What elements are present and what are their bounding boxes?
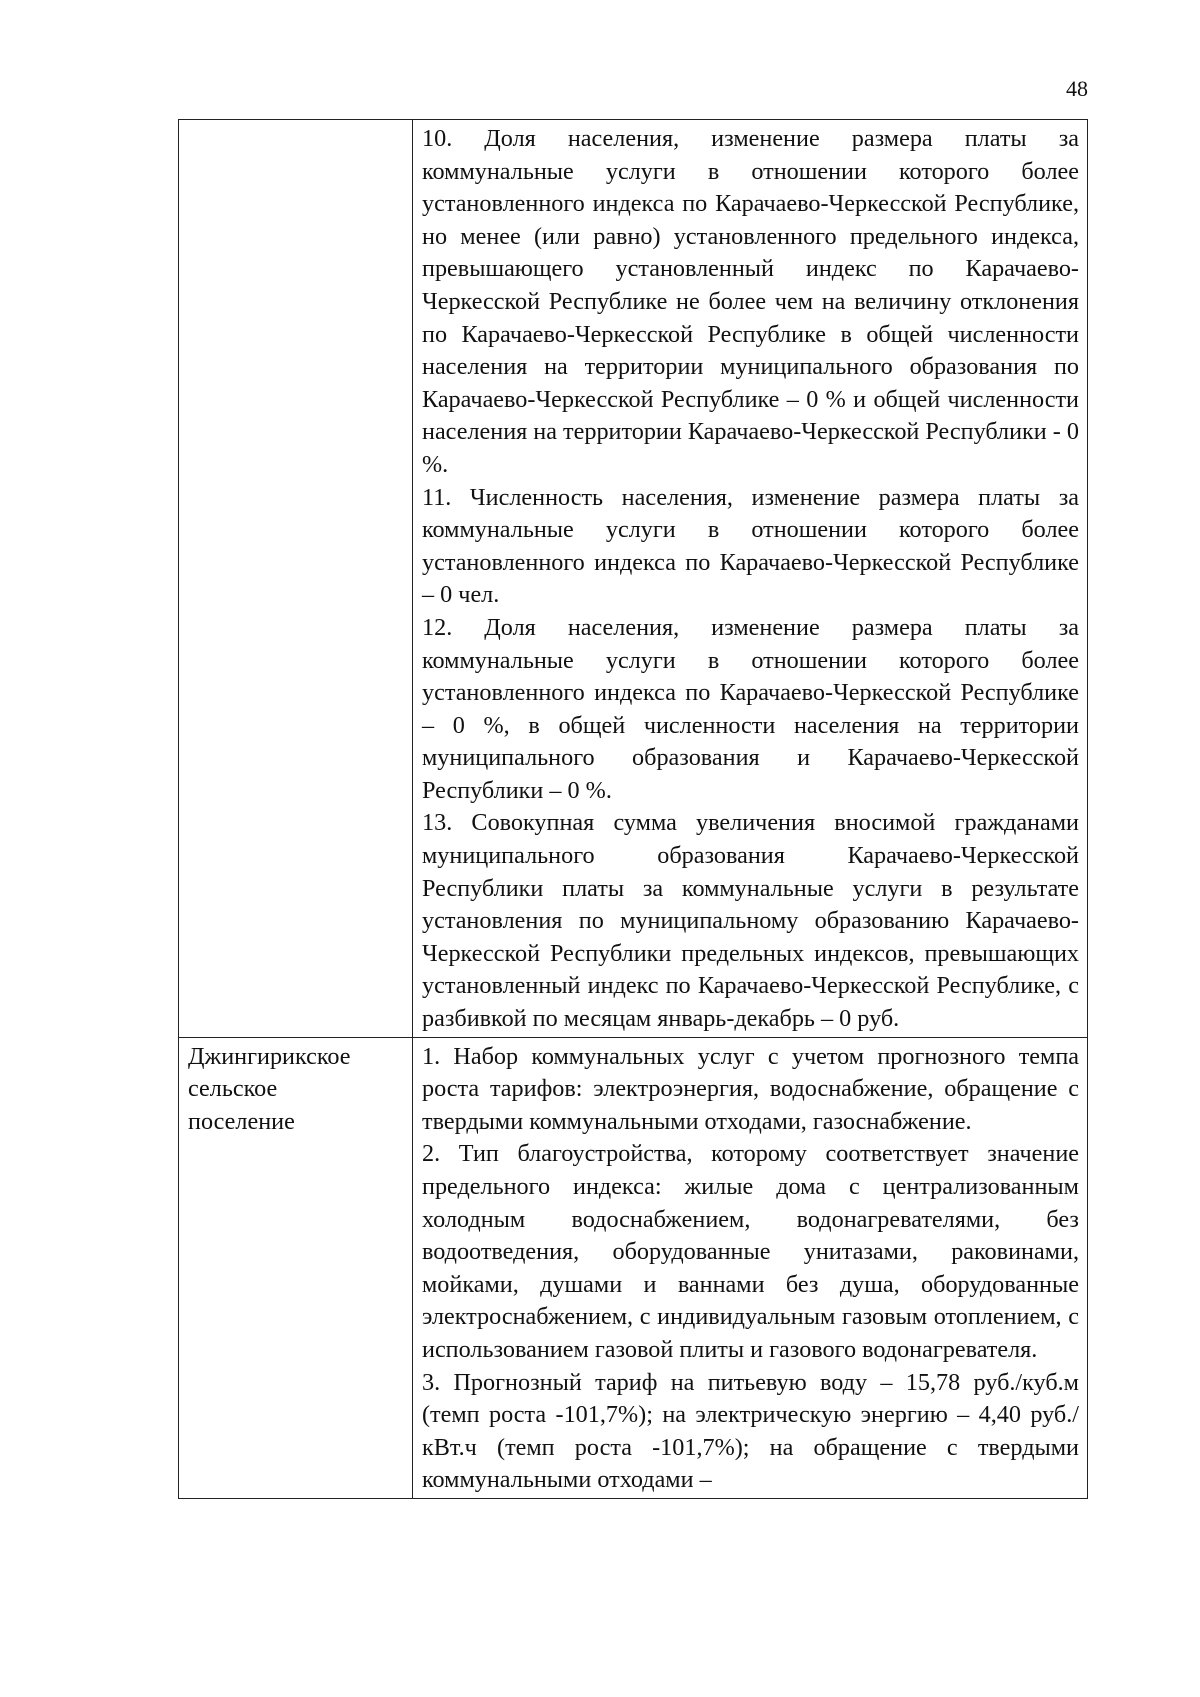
paragraph-11: 11. Численность населения, изменение размера платы за коммунальные услуги в отношении которого более установленного индекса по Карачаево-Черкесской Республике – 0 чел. [422, 483, 1079, 609]
municipality-name-line: Джингирикское [188, 1042, 351, 1070]
paragraph-10: 10. Доля населения, изменение размера платы за коммунальные услуги в отношении которого более установленного индекса по Карачаево-Черкесской Республике, но менее (или равно) установленного предельного индекса, превышающего установленный индекс по Карачаево-Черкесской Республике не более чем на величину отклонения по Карачаево-Черкесской Республике в общей численности населения на территории муниципального образования по Карачаево-Черкесской Республике – 0 % и общей численности населения на территории Карачаево-Черкесской Республики - 0 %. [422, 125, 1079, 478]
document-table [178, 119, 1088, 1499]
paragraph-13: 13. Совокупная сумма увеличения вносимой гражданами муниципального образования Карачаево-Черкесской Республики платы за коммунальные услуги в результате установления по муниципальному образованию Карачаево-Черкесской Республики предельных индексов, превышающих установленный индекс по Карачаево-Черкесской Республике, с разбивкой по месяцам январь-декабрь – 0 руб. [422, 809, 1079, 1033]
paragraph-1: 1. Набор коммунальных услуг с учетом прогнозного темпа роста тарифов: электроэнергия, водоснабжение, обращение с твердыми коммунальными отходами, газоснабжение. [422, 1042, 1079, 1135]
indicators-cell [413, 120, 1088, 1038]
indicators-cell [413, 1037, 1088, 1498]
paragraph-12: 12. Доля населения, изменение размера платы за коммунальные услуги в отношении которого более установленного индекса по Карачаево-Черкесской Республике – 0 %, в общей численности населения на территории муниципального образования и Карачаево-Черкесской Республики – 0 %. [422, 613, 1079, 804]
municipality-name-line: сельское [188, 1075, 278, 1103]
municipality-name-line: поселение [188, 1107, 295, 1135]
paragraph-2: 2. Тип благоустройства, которому соответствует значение предельного индекса: жилые дома с централизованным холодным водоснабжением, водонагревателями, без водоотведения, оборудованные унитазами, раковинами, мойками, душами и ваннами без душа, оборудованные электроснабжением, с индивидуальным газовым отоплением, с использованием газовой плиты и газового водонагревателя. [422, 1140, 1079, 1363]
table-row [179, 120, 1088, 1038]
municipality-cell [179, 120, 413, 1038]
table-row [179, 1037, 1088, 1498]
page-number: 48 [1066, 76, 1088, 101]
municipality-cell [179, 1037, 413, 1498]
paragraph-3: 3. Прогнозный тариф на питьевую воду – 15,78 руб./куб.м (темп роста -101,7%); на электрическую энергию – 4,40 руб./кВт.ч (темп роста -101,7%); на обращение с твердыми коммунальными отходами – [422, 1368, 1079, 1494]
